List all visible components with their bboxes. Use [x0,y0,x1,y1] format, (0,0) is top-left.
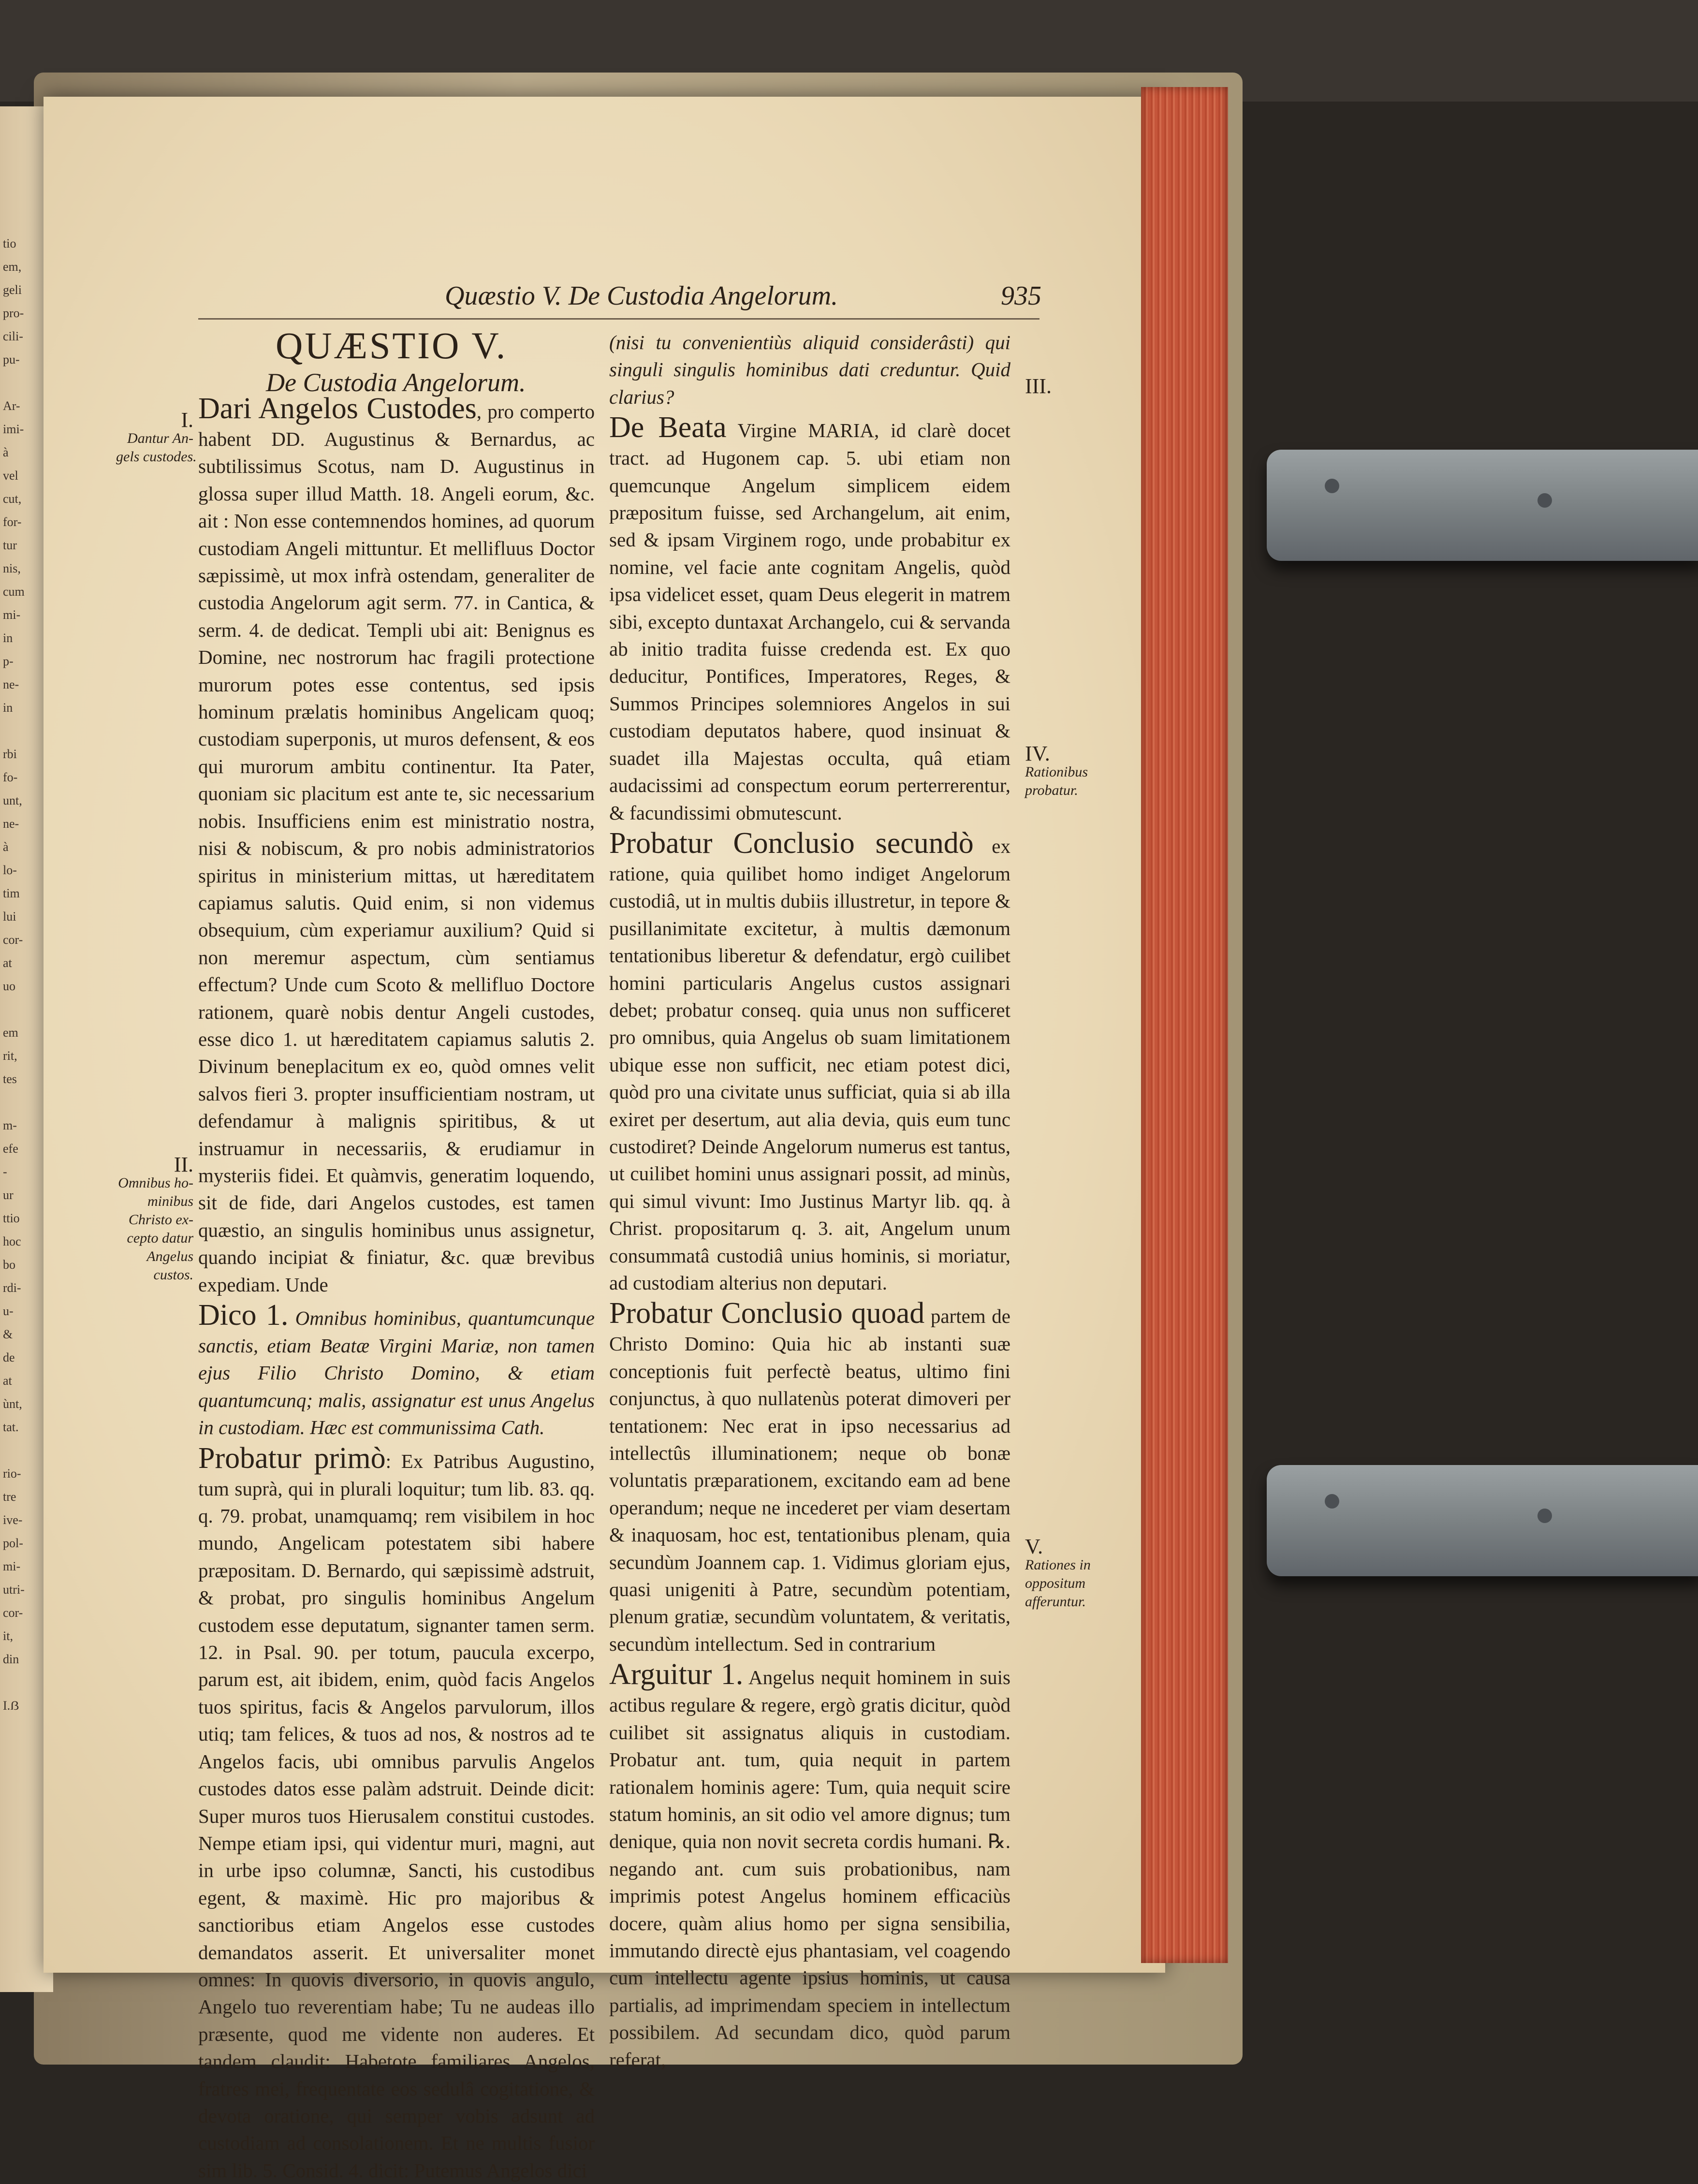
paragraph [609,1296,1010,1657]
margin-note-number: III. [1025,374,1052,398]
left-page-text: tio em, geli pro- cili- pu- Ar- imi- à vel cut, for- tur nis, cum mi- in p- ne- in rbi fo- unt, ne- à lo- tim lui cor- at uo em rit, tes m- efe - ur ttio hoc bo rdi- u- & de at ùnt, tat. rio- tre ive- pol- mi- utri- cor- it, din I.ẞ [3,236,25,1713]
paragraph-text: Virgine MARIA, id clarè docet tract. ad Hugonem cap. 5. ubi etiam non quemcunque Angelum simplicem eidem præpositum fuisse, sed Archangelum, ait enim, sed & ipsam Virginem rogo, unde probabitur ex nomine, vel facie ante cognitam Angelis, quòd ipsa videlicet esset, quam Deus elegerit in matrem sibi, excepto duntaxat Archangelo, cui & servanda ab initio tradita fuisse credenda est. Ex quo deducitur, Pontifices, Imperatores, Reges, & Summos Principes solemniores Angelos in sui custodiam deputatos habere, quod insinuat & suadet illa Majestas occulta, quâ etiam audacissimi ad conspectum eorum perterrerentur, & facundissimi obmutescunt. [609,419,1010,824]
margin-note-4 [1025,742,1112,800]
paragraph-text: , pro comperto habent DD. Augustinus & Bernardus, ac subtilissimus Scotus, nam D. Augustinus in glossa super illud Matth. 18. Angeli eorum, &c. ait : Non esse contemnendos homines, ad quorum custodiam Angeli mittuntur. Et mellifluus Doctor sæpissimè, ut mox infrà ostendam, generaliter de custodia Angelorum agit serm. 77. in Cantica, & serm. 4. de dedicat. Templi ubi ait: Benignus es Domine, nec nostrorum hac fragili protectione murorum potes esse contentus, sed ipsis hominum prælatis hominibus Angelicam quoq; custodiam superponis, ut muros defensent, & eos qui murorum ambitu continentur. Ita Pater, quoniam sic placitum est ante te, sic necessarium nobis. Insufficiens enim est ministratio nostra, nisi & nobiscum, & pro nobis administratorios spiritus in ministerium mittas, ut hæreditatem capiamus salutis. Quid enim, si non videmus obsequium, cùm experiamur auxilium? Quid si non meremur aspectum, cùm sentiamus effectum? Unde cum Scoto & mellifluo Doctore rationem, quarè nobis dentur Angeli custodes, esse dico 1. ut hæreditatem capiamus salutis 2. Divinum beneplacitum ex eo, quòd omnes velit salvos fieri 3. propter insufficientiam nostram, ut defendamur à malignis spiritibus, & ut instruamur in necessariis, & erudiamur in mysteriis fidei. Et quàmvis, generatim loquendo, sit de fide, dari Angelos custodes, est tamen quæstio, an singulis hominibus unus assignetur, quando incipiat & finiatur, &c. quæ brevibus expediam. Unde [198,400,595,1296]
paragraph-text: Angelus nequit hominem in suis actibus regulare & regere, ergò gratis dicitur, quòd cuilibet sit assignatus aliquis in custodiam. Probatur ant. tum, quia nequit in partem rationalem hominis agere: Tum, quia nequit scire statum hominis, an sit odio vel amore dignus; tum denique, quia non novit secreta cordis humani. ℞. negando ant. cum suis probationibus, nam imprimis potest Angelus hominem efficaciùs docere, quàm alius homo per signa sensibilia, immutando directè ejus phantasiam, vel coagendo cum intellectu agente ipsius hominis, ut causa partialis, ad imprimendam speciem in intellectum possibilem. Ad secundam dico, quòd parum referat, [609,1666,1010,2071]
rivet-icon [1537,1509,1552,1523]
paragraph [609,329,1010,410]
paragraph [609,826,1010,1297]
paragraph-text: (nisi tu convenientiùs aliquid considerâsti) qui singuli singulis hominibus dati creduntur. Quid clarius? [609,331,1010,408]
margin-note-number: II. [174,1153,193,1176]
margin-note-5 [1025,1535,1117,1611]
rivet-icon [1537,493,1552,508]
rivet-icon [1325,1494,1339,1509]
book-clasp-lower [1267,1465,1698,1576]
paragraph-text: : Ex Patribus Augustino, tum suprà, qui in plurali loquitur; tum lib. 83. qq. q. 79. probat, unamquamq; rem visibilem in hoc mundo, Angelicam potestatem sibi habere præpositam. D. Bernardo, qui sæpissimè adstruit, & probat, pro singulis hominibus Angelum custodem esse deputatum, signanter tamen serm. 12. in Psal. 90. per totum, paucula excerpo, parum est, ait ibidem, enim, quòd facis Angelos tuos spiritus, facis & Angelos parvulorum, illos utiq; tam felices, & tuos ad nos, & nostros ad te Angelos facis, ubi omnibus parvulis Angelos custodes datos esse palàm adstruit. Deinde dicit: Super muros tuos Hierusalem constitui custodes. Nempe etiam ipsi, qui videntur muri, magni, aut in urbe ipso columnæ, Sancti, his custodibus egent, & maximè. Hic pro majoribus & sanctioribus etiam Angelos esse custodes demandatos asserit. Et universaliter monet omnes: In quovis diversorio, in quovis angulo, Angelo tuo reverentiam habe; Tu ne audeas illo præsente, quod me vidente non auderes. Et tandem claudit: Habetote familiares Angelos, fratres mei, frequentate eos sedulâ cogitatione, & devota oratione, qui semper vobis adsunt ad custodiam ad consolationem. Et ne multis fusior sim lib. 5. Consid. 4. dicit: Putemus Angelos dici [198,1450,595,2182]
paragraph [609,1657,1010,2073]
question-subtitle: De Custodia Angelorum. [266,368,526,397]
paragraph [609,410,1010,826]
margin-note-text: Rationes in oppositum afferuntur. [1025,1557,1091,1610]
paragraph [198,1298,595,1441]
header-rule [198,318,1039,320]
margin-note-number: V. [1025,1535,1043,1558]
margin-note-3 [1025,374,1102,398]
paragraph-text: partem de Christo Domino: Quia hic ab instanti suæ conceptionis fuit perfectè beatus, ultimo fini conjunctus, à quo nullatenùs poterat dimoveri per tentationem: Nec erat in ipso necessarius ad intellectûs illuminationem; neque ob bonæ voluntatis præparationem, excitando eam ad bene operandum; neque ne incederet per viam desertam & inaquosam, hoc est, tentationibus plenam, quia secundùm Joannem cap. 1. Vidimus gloriam ejus, quasi unigeniti à Patre, secundùm potentiam, plenum gratiæ, secundùm voluntatem, & veritatis, secundùm intellectum. Sed in contrarium [609,1305,1010,1655]
question-title: QUÆSTIO V. [276,324,508,366]
margin-note-2 [111,1153,193,1284]
margin-note-1 [116,408,197,466]
margin-note-number: I. [181,408,193,432]
paragraph-lead: Probatur primò [198,1441,386,1475]
paragraph-lead: Dari Angelos Custodes [198,392,477,425]
paragraph-lead: Dico 1. [198,1299,289,1332]
paragraph [198,392,595,1298]
text-column-left [198,392,595,2184]
margin-note-number: IV. [1025,742,1050,765]
paragraph-lead: De Beata [609,411,727,444]
paragraph-lead: Arguitur 1. [609,1658,744,1691]
margin-note-text: Omnibus ho- minibus Christo ex- cepto datur Angelus custos. [118,1175,193,1283]
paragraph-lead: Probatur Conclusio secundò [609,826,974,860]
text-column-right [609,329,1010,2073]
paragraph-text: Omnibus hominibus, quantumcunque sanctis, etiam Beatæ Virgini Mariæ, non tamen ejus Filio Christo Domino, & etiam quantumcunq; malis, assignatur est unus Angelus in custodiam. Hæc est communissima Cath. [198,1307,595,1439]
margin-note-text: Rationibus probatur. [1025,764,1088,798]
book-clasp-upper [1267,450,1698,561]
running-head: Quæstio V. De Custodia Angelorum. [445,281,838,311]
page-edge-red [1141,87,1228,1963]
margin-note-text: Dantur An- gels custodes. [116,430,197,465]
paragraph-text: ex ratione, quia quilibet homo indiget Angelorum custodiâ, ut in multis dubiis illustretur, in tepore & pusillanimitate excitetur, à multis dæmonum tentationibus liberetur & defendatur, ergò cuilibet homini particularis Angelus custos assignari debet; probatur conseq. quia unus non sufficeret pro omnibus, quia Angelus ob suam limitationem ubique esse non sufficit, nec etiam potest dici, quòd pro una civitate unus sufficiat, quia si ab illa exiret per desertum, aut alia devia, quis eum tunc custodiret? Deinde Angelorum numerus est tantus, ut cuilibet homini unus assignari possit, ad minùs, qui simul vivunt: Imo Justinus Martyr lib. qq. à Christ. propositarum q. 3. ait, Angelum unum consummatâ custodiâ unius hominis, si moriatur, ad custodiam alterius non deputari. [609,835,1010,1294]
page-number: 935 [1001,281,1041,311]
paragraph-lead: Probatur Conclusio quoad [609,1297,925,1330]
rivet-icon [1325,479,1339,493]
right-page [44,97,1165,2182]
paragraph [198,1441,595,2184]
